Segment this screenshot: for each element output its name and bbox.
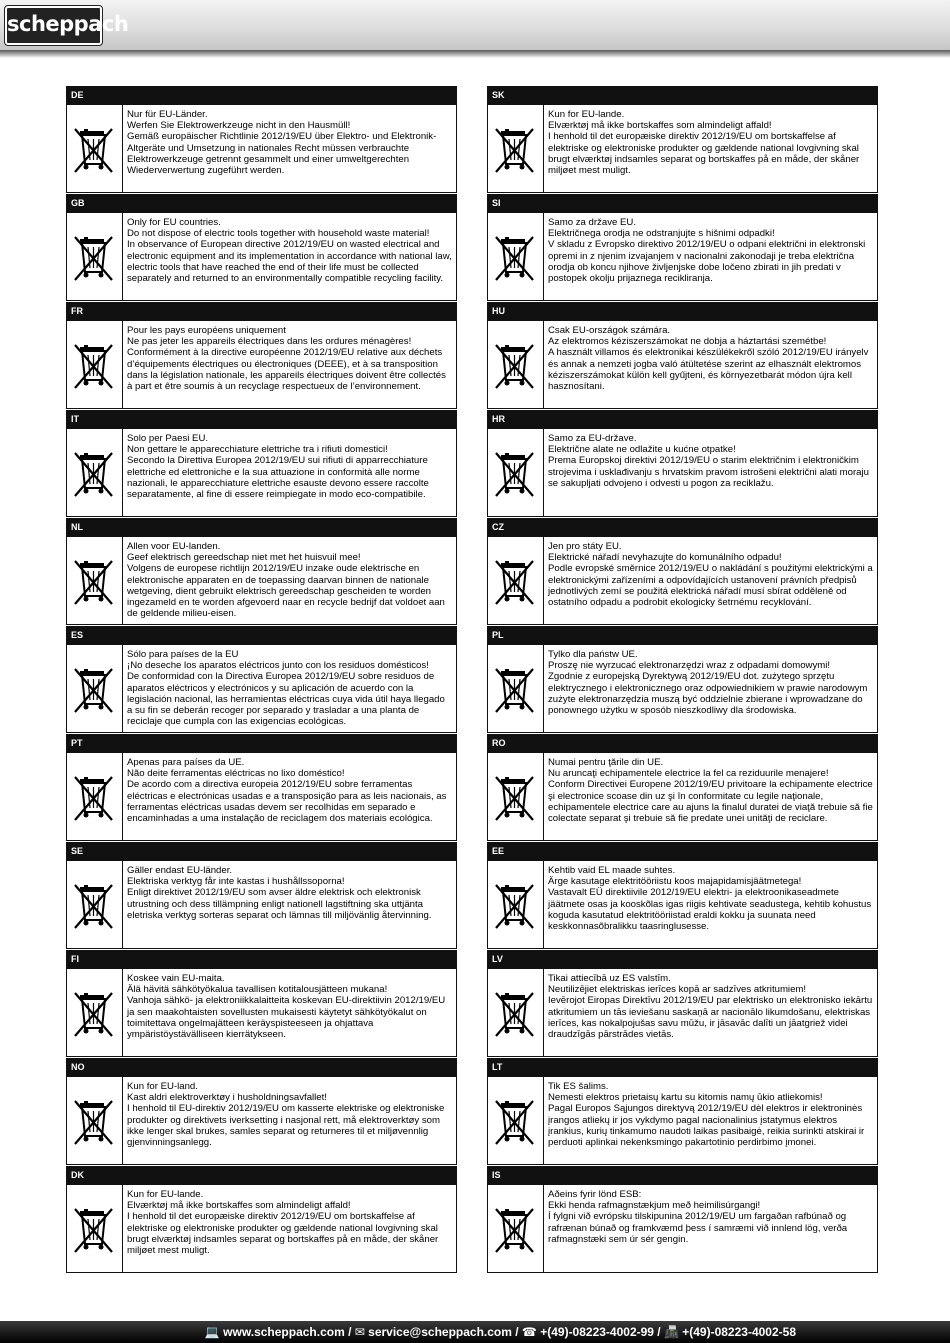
icon-cell	[488, 753, 544, 840]
section-body	[66, 1077, 457, 1165]
disposal-section-sk	[487, 86, 878, 194]
crossed-out-wheelie-bin-icon	[73, 451, 115, 501]
crossed-out-wheelie-bin-icon	[494, 559, 536, 609]
disposal-section-nl	[66, 518, 457, 626]
section-body	[487, 213, 878, 301]
icon-cell	[67, 1077, 123, 1164]
crossed-out-wheelie-bin-icon	[73, 127, 115, 177]
crossed-out-wheelie-bin-icon	[494, 991, 536, 1041]
section-body	[66, 429, 457, 517]
section-text: Only for EU countries. Do not dispose of electric tools together with household waste material! In observance of European directive 2012/19/EU on wasted electrical and electronic equipment and its implementation in accordance with national law, electric tools that have reached the end of their life must be collected separately and returned to an environmentally compatible recycling facility.	[127, 217, 452, 285]
section-text: Pour les pays européens uniquement Ne pas jeter les appareils électriques dans les ordures ménagères! Conformément à la directive européenne 2012/19/EU relative aux déchets d’équipements électriques ou électroniques (DEEE), et à sa transposition dans la législation nationale, les appareils électriques doivent être collectés à part et être soumis à un recyclage respectueux de l’environnement.	[127, 325, 446, 393]
section-text: Csak EU-országok számára. Az elektromos kéziszerszámokat ne dobja a háztartási szemétbe! A használt villamos és elektronikai készülékekről szóló 2012/19/EU irányelv és annak a nemzeti jogba való átültetése szerint az elhasznált elektromos kéziszerszámokat külön kell gyűjteni, és környezetbarát módon újra kell hasznosítani.	[548, 325, 869, 393]
disposal-section-se	[66, 842, 457, 950]
section-text: Apenas para países da UE. Não deite ferramentas eléctricas no lixo doméstico! De acordo com a directiva europeia 2012/19/EU sobre ferramentas eléctricas e electrónicas usadas e a transposição para as leis nacionais, as ferramentas eléctricas usadas devem ser recolhidas em separado e encaminhadas a uma instalação de reciclagem dos materiais ecológica.	[127, 757, 447, 825]
section-country-code: NL	[66, 518, 457, 537]
section-body	[66, 861, 457, 949]
section-text: Aðeins fyrir lönd ESB: Ekki henda rafmagnstækjum með heimilisúrgangi! Í fylgni við evrópsku tilskipunina 2012/19/EU um fargaðan rafbúnað og rafrænan búnað og framkvæmd þess í samræmi við innlend lög, verða rafmagnstæki sem úr sér gengin.	[548, 1189, 848, 1245]
section-country-code: EE	[487, 842, 878, 861]
icon-cell	[488, 1077, 544, 1164]
icon-cell	[488, 321, 544, 408]
disposal-section-hu	[487, 302, 878, 410]
disposal-section-pt	[66, 734, 457, 842]
crossed-out-wheelie-bin-icon	[494, 451, 536, 501]
section-country-code: SE	[66, 842, 457, 861]
icon-cell	[488, 1185, 544, 1272]
section-country-code: SK	[487, 86, 878, 105]
section-country-code: IT	[66, 410, 457, 429]
section-country-code: DK	[66, 1166, 457, 1185]
icon-cell	[67, 105, 123, 192]
crossed-out-wheelie-bin-icon	[494, 235, 536, 285]
disposal-section-it	[66, 410, 457, 518]
disposal-section-fr	[66, 302, 457, 410]
section-text: Samo za države EU. Električnega orodja ne odstranjujte s hišnimi odpadki! V skladu z Evropsko direktivo 2012/19/EU o odpani električni in elektronski opremi in z njenim izvajanjem v nacionalni zakonodaji je treba električna orodja ob koncu njihove življenjske dobe ločeno zbirati in jih predati v postopek okolju prijaznega recikliranja.	[548, 217, 866, 285]
section-text: Kun for EU-land. Kast aldri elektroverktøy i husholdningsavfallet! I henhold til EU-direktiv 2012/19/EU om kasserte elektriske og elektroniske produkter og direktivets iverksetting i nasjonal rett, må elektroverktøy som ikke lenger skal brukes, samles separat og returneres til et miljøvennlig gjenvinningsanlegg.	[127, 1081, 445, 1149]
icon-cell	[488, 213, 544, 300]
crossed-out-wheelie-bin-icon	[73, 667, 115, 717]
section-text: Numai pentru ţările din UE. Nu aruncaţi echipamentele electrice la fel ca reziduurile menajere! Conform Directivei Europene 2012/19/EU privitoare la echipamente electrice şi electronice scoase din uz şi în conformitate cu legile naţionale, echipamentele electrice care au ajuns la finalul duratei de viaţă trebuie să fie colectate separat şi trebuie să fie predate unei unităţi de reciclare.	[548, 757, 873, 825]
crossed-out-wheelie-bin-icon	[494, 1207, 536, 1257]
section-body	[487, 1077, 878, 1165]
section-country-code: HR	[487, 410, 878, 429]
icon-cell	[67, 213, 123, 300]
icon-cell	[67, 321, 123, 408]
disposal-section-hr	[487, 410, 878, 518]
section-text: Nur für EU-Länder. Werfen Sie Elektrowerkzeuge nicht in den Hausmüll! Gemäß europäischer Richtlinie 2012/19/EU über Elektro- und Elektronik-Altgeräte und Umsetzung in nationales Recht müssen verbrauchte Elektrowerkzeuge getrennt gesammelt und einer umweltgerechten Wiederverwertung zugeführt werden.	[127, 109, 437, 177]
section-country-code: ES	[66, 626, 457, 645]
disposal-section-ro	[487, 734, 878, 842]
left-column	[66, 86, 457, 1274]
crossed-out-wheelie-bin-icon	[73, 559, 115, 609]
crossed-out-wheelie-bin-icon	[73, 775, 115, 825]
icon-cell	[67, 969, 123, 1056]
section-body	[66, 321, 457, 409]
section-body	[66, 1185, 457, 1273]
disposal-section-pl	[487, 626, 878, 734]
section-text: Sólo para países de la EU ¡No deseche los aparatos eléctricos junto con los residuos domésticos! De conformidad con la Directiva Europea 2012/19/EU sobre residuos de aparatos eléctricos y electrónicos y su aplicación de acuerdo con la legislación nacional, las herramientas eléctricas cuya vida útil haya llegado a su fin se deberán recoger por separado y trasladar a una planta de reciclaje que cumpla con las exigencias ecológicas.	[127, 649, 445, 728]
section-country-code: NO	[66, 1058, 457, 1077]
section-body	[66, 105, 457, 193]
section-body	[66, 537, 457, 625]
crossed-out-wheelie-bin-icon	[73, 991, 115, 1041]
section-country-code: RO	[487, 734, 878, 753]
section-text: Kun for EU-lande. Elværktøj må ikke bortskaffes som almindeligt affald! I henhold til det europæiske direktiv 2012/19/EU om bortskaffelse af elektriske og elektroniske produkter og gældende national lovgivning skal brugt elværktøj indsamles separat og bortskaffes på en måde, der skåner miljøet mest muligt.	[548, 109, 860, 177]
section-body	[487, 429, 878, 517]
crossed-out-wheelie-bin-icon	[73, 343, 115, 393]
crossed-out-wheelie-bin-icon	[73, 1099, 115, 1149]
section-body	[487, 753, 878, 841]
section-body	[487, 645, 878, 733]
section-text: Kehtib vaid EL maade suhtes. Ärge kasutage elektritööriistu koos majapidamisjäätmetega! Vastavalt EÜ direktiivile 2012/19/EU elektri- ja elektroonikaseadmete jäätmete osas ja kooskõlas igas riigis kehtivate seadustega, kehtib kohustus koguda kasutatud elektritööriistad eraldi kokku ja suunata need keskkonnasõbralikku taasringlusesse.	[548, 865, 872, 933]
crossed-out-wheelie-bin-icon	[73, 883, 115, 933]
right-column	[487, 86, 878, 1274]
section-country-code: HU	[487, 302, 878, 321]
section-text: Solo per Paesi EU. Non gettare le apparecchiature elettriche tra i rifiuti domestici! Secondo la Direttiva Europea 2012/19/EU sui rifiuti di apparrecchiature elettriche ed elettroniche e la sua attuazione in conformità alle norme nazionali, le apparecchiature elettriche esauste devono essere raccolte separatamente, al fine di essere reimpiegate in modo eco-compatibile.	[127, 433, 429, 501]
icon-cell	[67, 753, 123, 840]
icon-cell	[67, 429, 123, 516]
section-text: Kun for EU-lande. Elværktøj må ikke bortskaffes som almindeligt affald! I henhold til det europæiske direktiv 2012/19/EU om bortskaffelse af elektriske og elektroniske produkter og gældende national lovgivning skal brugt elværktøj indsamles separat og bortskaffes på en måde, der skåner miljøet mest muligt.	[127, 1189, 439, 1257]
section-body	[487, 105, 878, 193]
disposal-section-de	[66, 86, 457, 194]
icon-cell	[67, 861, 123, 948]
section-text: Koskee vain EU-maita. Älä hävitä sähkötyökalua tavallisen kotitalousjätteen mukana! Vanhoja sähkö- ja elektroniikkalaitteita koskevan EU-direktiivin 2012/19/EU ja sen maakohtaisten sovellusten mukaisesti käytetyt sähkötyökalut on toimitettava ongelmajätteen keräyspisteeseen ja ohjattava ympäristöystävälliseen kierrätykseen.	[127, 973, 446, 1041]
icon-cell	[488, 969, 544, 1056]
disposal-section-no	[66, 1058, 457, 1166]
crossed-out-wheelie-bin-icon	[73, 1207, 115, 1257]
section-country-code: IS	[487, 1166, 878, 1185]
footer-contact: 💻 www.scheppach.com / ✉ service@scheppach.com / ☎ +(49)-08223-4002-99 / 📠 +(49)-08223-4002-58	[204, 1325, 796, 1339]
section-text: Tik ES šalims. Nemesti elektros prietaisų kartu su kitomis namų ūkio atliekomis! Pagal Europos Sąjungos direktyvą 2012/19/EU dėl elektros ir elektroninės įrangos atliekų ir jos vykdymo pagal nacionalinius įstatymus elektros įrankius, kurių tinkamumo naudoti laikas pasibaigė, reikia surinkti atskirai ir perduoti aplinkai nekenksmingo pakartotinio perdirbimo įmonei.	[548, 1081, 865, 1149]
section-country-code: SI	[487, 194, 878, 213]
section-body	[66, 213, 457, 301]
section-country-code: PT	[66, 734, 457, 753]
section-body	[66, 969, 457, 1057]
section-text: Gäller endast EU-länder. Elektriska verktyg får inte kastas i hushållssoporna! Enligt direktivet 2012/19/EU som avser äldre elektrisk och elektronisk utrustning och dess tillämpning enligt nationell lagstiftning ska uttjänta eletriska verktyg sorteras separat och lämnas till miljövänlig återvinning.	[127, 865, 432, 921]
crossed-out-wheelie-bin-icon	[494, 667, 536, 717]
disposal-section-fi	[66, 950, 457, 1058]
section-country-code: PL	[487, 626, 878, 645]
header-band	[0, 0, 950, 50]
crossed-out-wheelie-bin-icon	[494, 883, 536, 933]
icon-cell	[488, 861, 544, 948]
section-text: Tylko dla państw UE. Proszę nie wyrzucać elektronarzędzi wraz z odpadami domowymi! Zgodnie z europejską Dyrektywą 2012/19/EU dot. zużytego sprzętu elektrycznego i elektronicznego oraz odpowiednikiem w prawie narodowym zużyte elektronarzędzia muszą być oddzielnie zbierane i wprowadzane do ponownego użytku w sposób nieszkodliwy dla środowiska.	[548, 649, 868, 717]
section-body	[487, 321, 878, 409]
section-body	[487, 537, 878, 625]
icon-cell	[67, 537, 123, 624]
disposal-section-si	[487, 194, 878, 302]
crossed-out-wheelie-bin-icon	[494, 343, 536, 393]
disposal-section-ee	[487, 842, 878, 950]
section-body	[487, 1185, 878, 1273]
crossed-out-wheelie-bin-icon	[494, 127, 536, 177]
icon-cell	[488, 645, 544, 732]
section-country-code: DE	[66, 86, 457, 105]
icon-cell	[488, 105, 544, 192]
icon-cell	[488, 537, 544, 624]
disposal-section-is	[487, 1166, 878, 1274]
section-country-code: FI	[66, 950, 457, 969]
section-text: Allen voor EU-landen. Geef elektrisch gereedschap niet met het huisvuil mee! Volgens de europese richtlijn 2012/19/EU inzake oude elektrische en elektronische apparaten en de toepassing daarvan binnen de nationale wetgeving, dient gebruikt elektrisch gereedschap gescheiden te worden ingezameld en te worden afgevoerd naar en recycle bedrijf dat voldoet aan de geldende milieu-eisen.	[127, 541, 445, 620]
disposal-section-lt	[487, 1058, 878, 1166]
icon-cell	[488, 429, 544, 516]
section-body	[66, 753, 457, 841]
crossed-out-wheelie-bin-icon	[494, 775, 536, 825]
section-country-code: LV	[487, 950, 878, 969]
section-country-code: LT	[487, 1058, 878, 1077]
disposal-section-gb	[66, 194, 457, 302]
icon-cell	[67, 1185, 123, 1272]
crossed-out-wheelie-bin-icon	[73, 235, 115, 285]
section-body	[487, 969, 878, 1057]
section-text: Jen pro státy EU. Elektrické nářadí nevyhazujte do komunálního odpadu! Podle evropské směrnice 2012/19/EU o nakládání s použitými elektrickými a elektronickými zařízeními a odpovídajících ustanovení právních předpisů jednotlivých zemí se použitá elektrická nářadí musí sbírat odděleně od ostatního odpadu a podrobit ekologicky šetrnému recyklování.	[548, 541, 873, 609]
crossed-out-wheelie-bin-icon	[494, 1099, 536, 1149]
section-body	[487, 861, 878, 949]
section-country-code: FR	[66, 302, 457, 321]
disposal-section-dk	[66, 1166, 457, 1274]
disposal-section-es	[66, 626, 457, 734]
section-country-code: CZ	[487, 518, 878, 537]
icon-cell	[67, 645, 123, 732]
section-text: Samo za EU-države. Električne alate ne odlažite u kućne otpatke! Prema Europskoj direktivi 2012/19/EU o starim električnim i elektroničkim strojevima i usklađivanju s hrvatskim pravom istrošeni električni alati moraju se sakupljati odvojeno i odvesti u pogon za reciklažu.	[548, 433, 869, 489]
disposal-section-lv	[487, 950, 878, 1058]
header-shadow	[0, 50, 950, 58]
section-country-code: GB	[66, 194, 457, 213]
section-body	[66, 645, 457, 733]
scheppach-logo: scheppach	[5, 6, 102, 45]
disposal-section-cz	[487, 518, 878, 626]
section-text: Tikai attiecībā uz ES valstīm. Neutilizējiet elektriskas ierīces kopā ar sadzīves atkritumiem! Ievērojot Eiropas Direktīvu 2012/19/EU par elektrisko un elektronisko iekārtu atkritumiem un tās ieviešanu saskaņā ar nacionālo likumdošanu, elektriskas ierīces, kas nokalpojušas savu mūžu, ir jāsavāc dalīti un jāatgriež videi draudzīgās pārstrādes vietās.	[548, 973, 873, 1041]
